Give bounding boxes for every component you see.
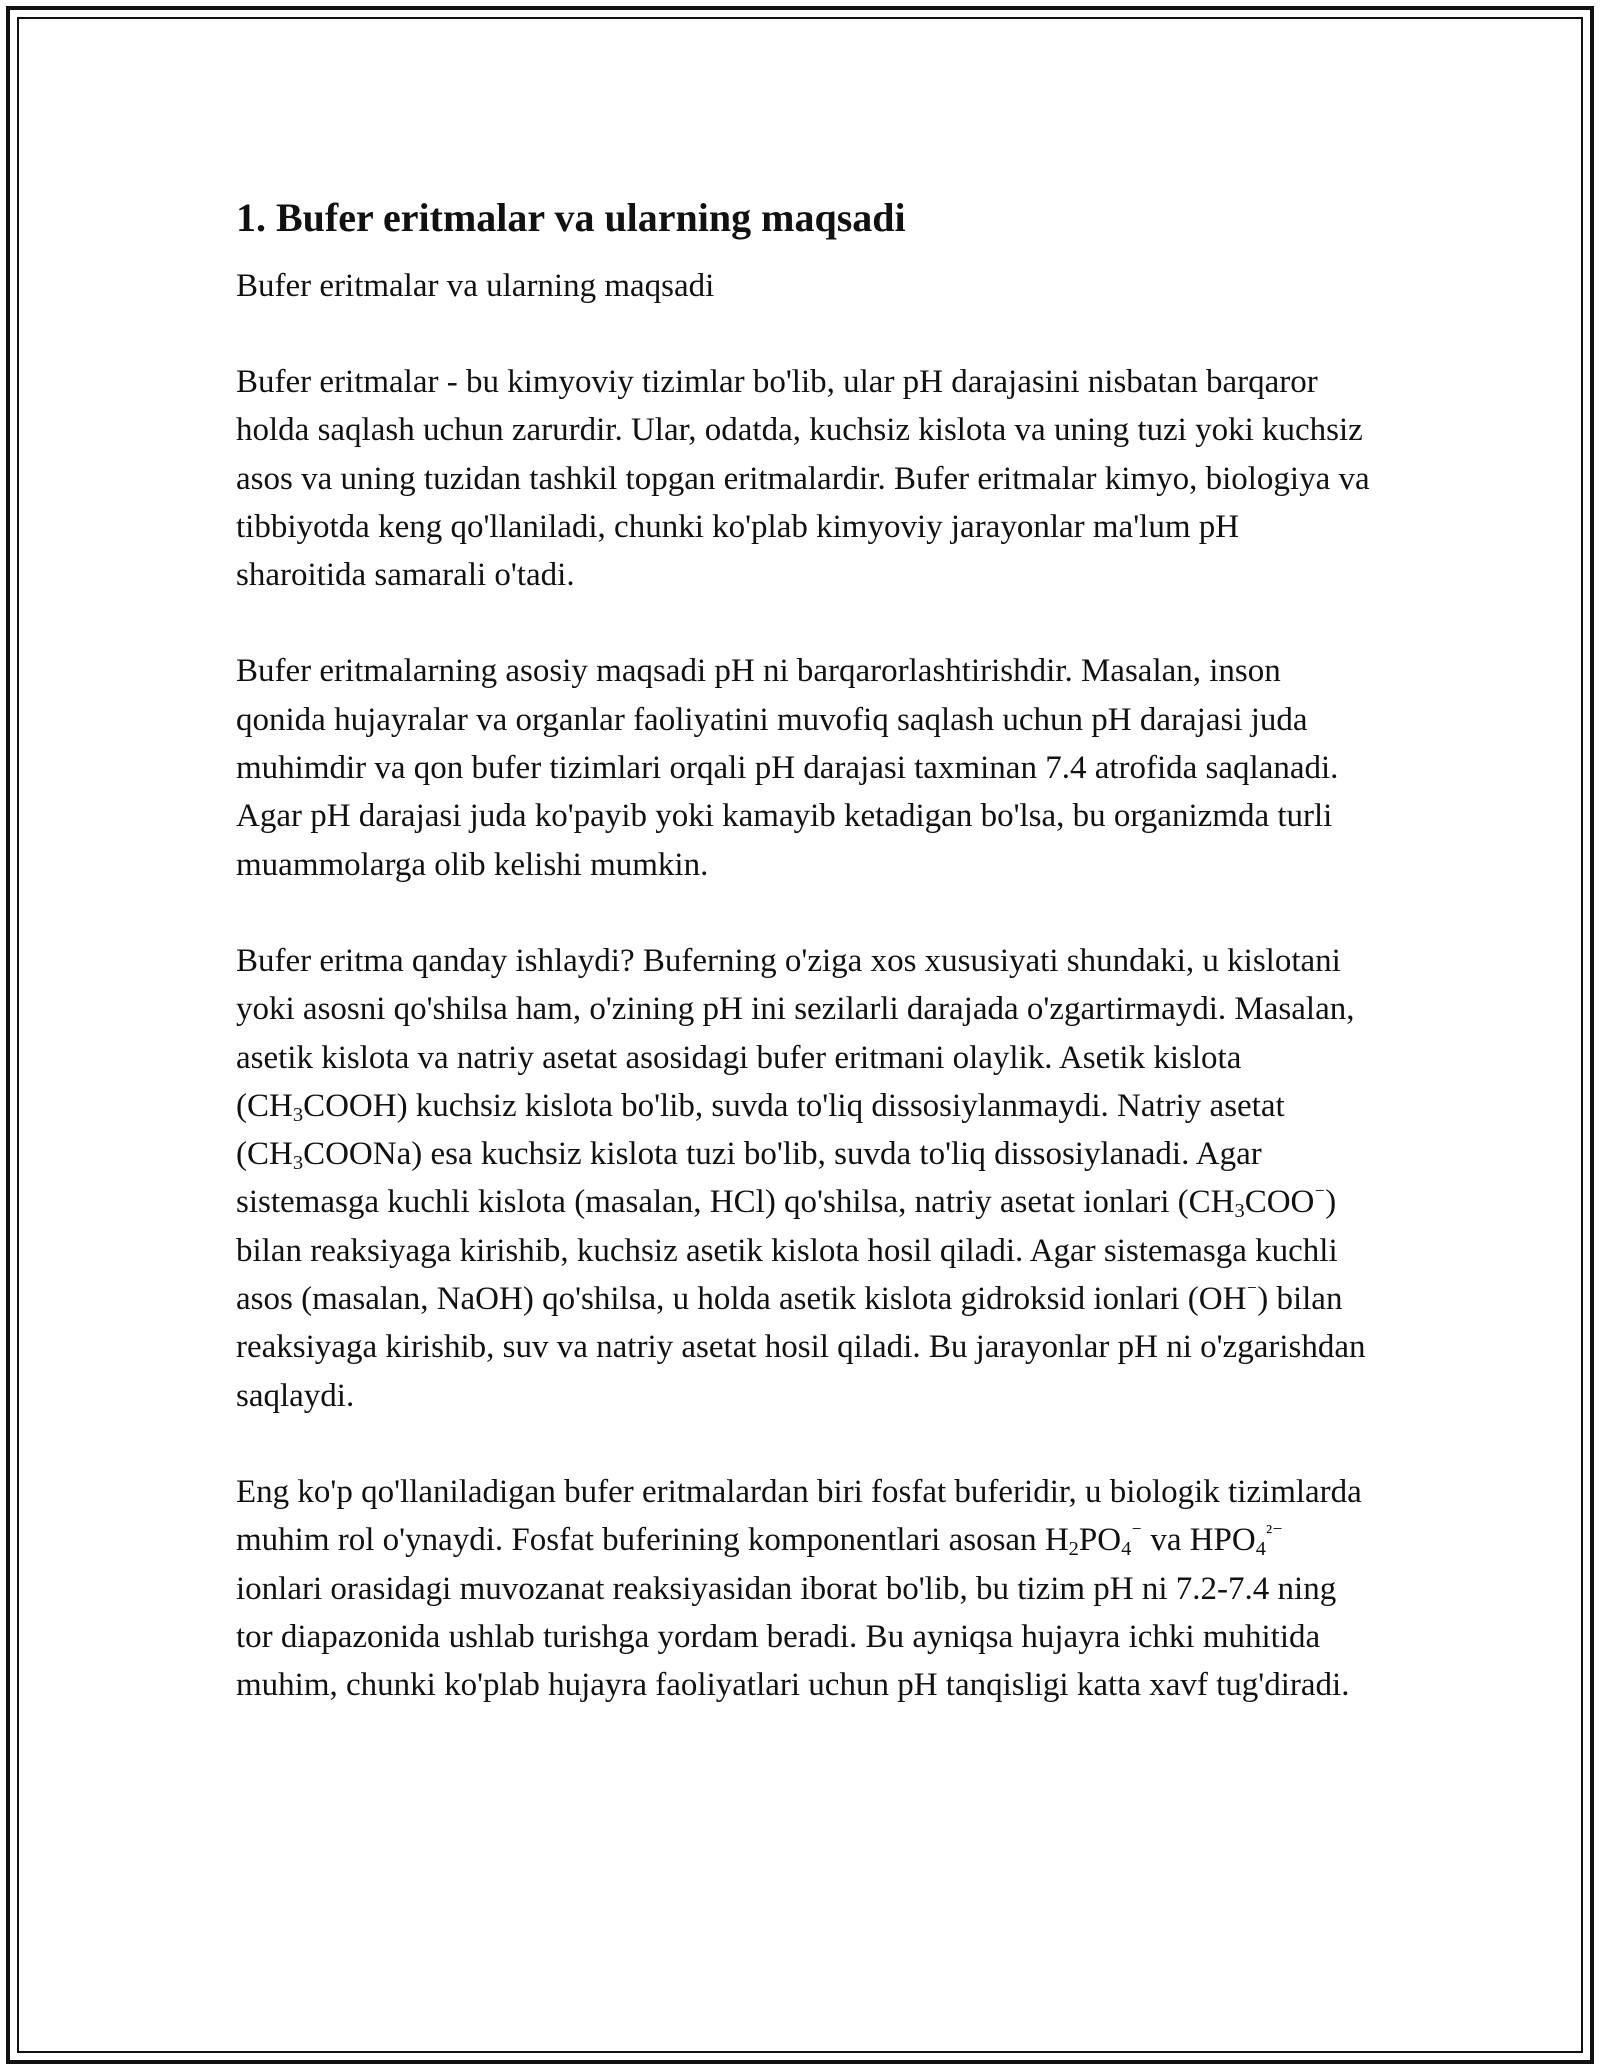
text-run: COOH) kuchsiz kislota bo'lib, suvda to'liq dissosiylanmaydi. Natriy asetat (CH xyxy=(236,1087,1285,1173)
subscript: 4 xyxy=(1255,1538,1266,1561)
subscript: 3 xyxy=(292,1103,304,1126)
superscript: ⁻ xyxy=(1131,1521,1143,1544)
superscript: ²⁻ xyxy=(1265,1521,1283,1544)
text-run: COONa) esa kuchsiz kislota tuzi bo'lib, suvda to'liq dissosiylanadi. Agar sistemasga kuchli kislota (masalan, HCl) qo'shilsa, natriy asetat ionlari (CH xyxy=(236,1136,1262,1221)
text-run: ) bilan reaksiyaga kirishib, suv va natriy asetat hosil qiladi. Bu jarayonlar pH ni o'zgarishdan saqlaydi. xyxy=(236,1281,1366,1414)
text-run: ionlari orasidagi muvozanat reaksiyasidan iborat bo'lib, bu tizim pH ni 7.2-7.4 ning tor diapazonida ushlab turishga yordam beradi. Bu ayniqsa hujayra ichki muhitida muhim, chunki ko'plab hujayra faoliyatlari uchun pH tanqisligi katta xavf tug'diradi. xyxy=(236,1570,1350,1704)
section-heading: 1. Bufer eritmalar va ularning maqsadi xyxy=(236,195,906,240)
subscript: 4 xyxy=(1121,1538,1132,1561)
text-run: COO xyxy=(1244,1184,1315,1221)
paragraph-1: Bufer eritmalar - bu kimyoviy tizimlar bo'lib, ular pH darajasini nisbatan barqaror holda saqlash uchun zarurdir. Ular, odatda, kuchsiz kislota va uning tuzi yoki kuchsiz asos va uning tuzidan tashkil topgan eritmalardir. Bufer eritmalar kimyo, biologiya va tibbiyotda keng qo'llaniladi, chunki ko'plab kimyoviy jarayonlar ma'lum pH sharoitida samarali o'tadi. xyxy=(236,364,1370,594)
subscript: 2 xyxy=(1068,1538,1079,1561)
superscript: ⁻ xyxy=(1246,1280,1258,1303)
document-content xyxy=(236,182,1376,1709)
paragraph-3 xyxy=(236,937,1376,1420)
text-run: va HPO xyxy=(1142,1522,1256,1559)
text-run: PO xyxy=(1078,1522,1122,1559)
text-run: ) bilan reaksiyaga kirishib, kuchsiz asetik kislota hosil qiladi. Agar sistemasga kuchli asos (masalan, NaOH) qo'shilsa, u holda asetik kislota gidroksid ionlari (OH xyxy=(236,1184,1338,1318)
superscript: ⁻ xyxy=(1314,1184,1326,1207)
text-run: Bufer eritma qanday ishlaydi? Buferning o'ziga xos xususiyati shundaki, u kislotani yoki asosni qo'shilsa ham, o'zining pH ini sezilarli darajada o'zgartirmaydi. Masalan, asetik kislota va natriy asetat asosidagi bufer eritmani olaylik. Asetik kislota (CH xyxy=(236,942,1355,1124)
section-subtitle: Bufer eritmalar va ularning maqsadi xyxy=(236,268,715,304)
subscript: 3 xyxy=(1234,1200,1245,1223)
paragraph-4 xyxy=(236,1468,1376,1709)
paragraph-2: Bufer eritmalarning asosiy maqsadi pH ni barqarorlashtirishdir. Masalan, inson qonida hujayralar va organlar faoliyatini muvofiq saqlash uchun pH darajasi juda muhimdir va qon bufer tizimlari orqali pH darajasi taxminan 7.4 atrofida saqlanadi. Agar pH darajasi juda ko'payib yoki kamayib ketadigan bo'lsa, bu organizmda turli muammolarga olib kelishi mumkin. xyxy=(236,653,1339,883)
subscript: 3 xyxy=(292,1152,304,1175)
text-run: Eng ko'p qo'llaniladigan bufer eritmalardan biri fosfat buferidir, u biologik tizimlarda muhim rol o'ynaydi. Fosfat buferining komponentlari asosan H xyxy=(236,1473,1362,1559)
